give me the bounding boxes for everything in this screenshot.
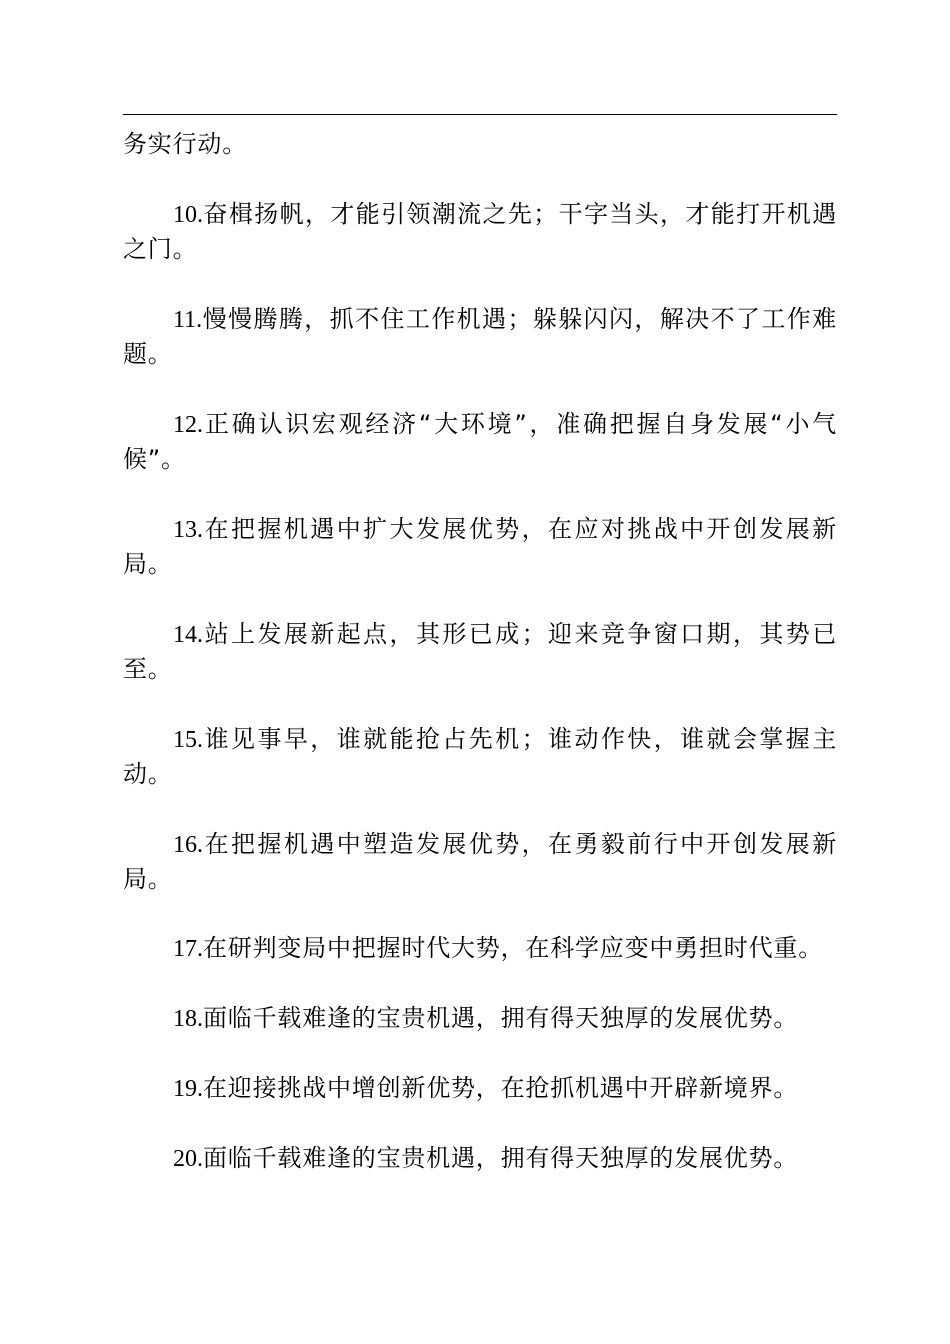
item-text: 正确认识宏观经济“大环境”，准确把握自身发展“小气候”。	[123, 410, 837, 473]
item-text: 站上发展新起点，其形已成；迎来竞争窗口期，其势已至。	[123, 620, 837, 683]
item-number: 11.	[173, 307, 203, 333]
continuation-paragraph: 务实行动。	[123, 130, 247, 158]
item-text: 奋楫扬帆，才能引领潮流之先；干字当头，才能打开机遇之门。	[123, 200, 837, 263]
item-number: 12.	[173, 412, 203, 438]
list-item-12	[123, 407, 837, 476]
item-text: 在把握机遇中塑造发展优势，在勇毅前行中开创发展新局。	[123, 830, 837, 893]
item-number: 15.	[173, 727, 203, 753]
item-number: 17.	[173, 936, 203, 962]
item-text: 面临千载难逢的宝贵机遇，拥有得天独厚的发展优势。	[203, 1004, 799, 1032]
item-text: 在迎接挑战中增创新优势，在抢抓机遇中开辟新境界。	[203, 1074, 799, 1102]
list-item-11	[123, 302, 837, 371]
list-item-14	[123, 617, 837, 686]
item-number: 13.	[173, 517, 203, 543]
list-item-20	[123, 1141, 837, 1176]
item-number: 16.	[173, 832, 203, 858]
list-item-18	[123, 1001, 837, 1036]
list-item-17	[123, 931, 837, 966]
document-body	[123, 127, 837, 1176]
item-number: 10.	[173, 202, 203, 228]
item-number: 20.	[173, 1146, 203, 1172]
item-text: 面临千载难逢的宝贵机遇，拥有得天独厚的发展优势。	[203, 1144, 799, 1172]
list-item-15	[123, 722, 837, 791]
list-item-19	[123, 1071, 837, 1106]
item-number: 18.	[173, 1006, 203, 1032]
item-text: 慢慢腾腾，抓不住工作机遇；躲躲闪闪，解决不了工作难题。	[123, 305, 837, 368]
item-text: 谁见事早，谁就能抢占先机；谁动作快，谁就会掌握主动。	[123, 725, 837, 788]
item-text: 在研判变局中把握时代大势，在科学应变中勇担时代重。	[203, 934, 823, 962]
item-text: 在把握机遇中扩大发展优势，在应对挑战中开创发展新局。	[123, 515, 837, 578]
list-item-16	[123, 827, 837, 896]
header-rule	[123, 114, 837, 115]
item-number: 14.	[173, 622, 203, 648]
list-item-13	[123, 512, 837, 581]
item-number: 19.	[173, 1076, 203, 1102]
list-item-10	[123, 197, 837, 266]
